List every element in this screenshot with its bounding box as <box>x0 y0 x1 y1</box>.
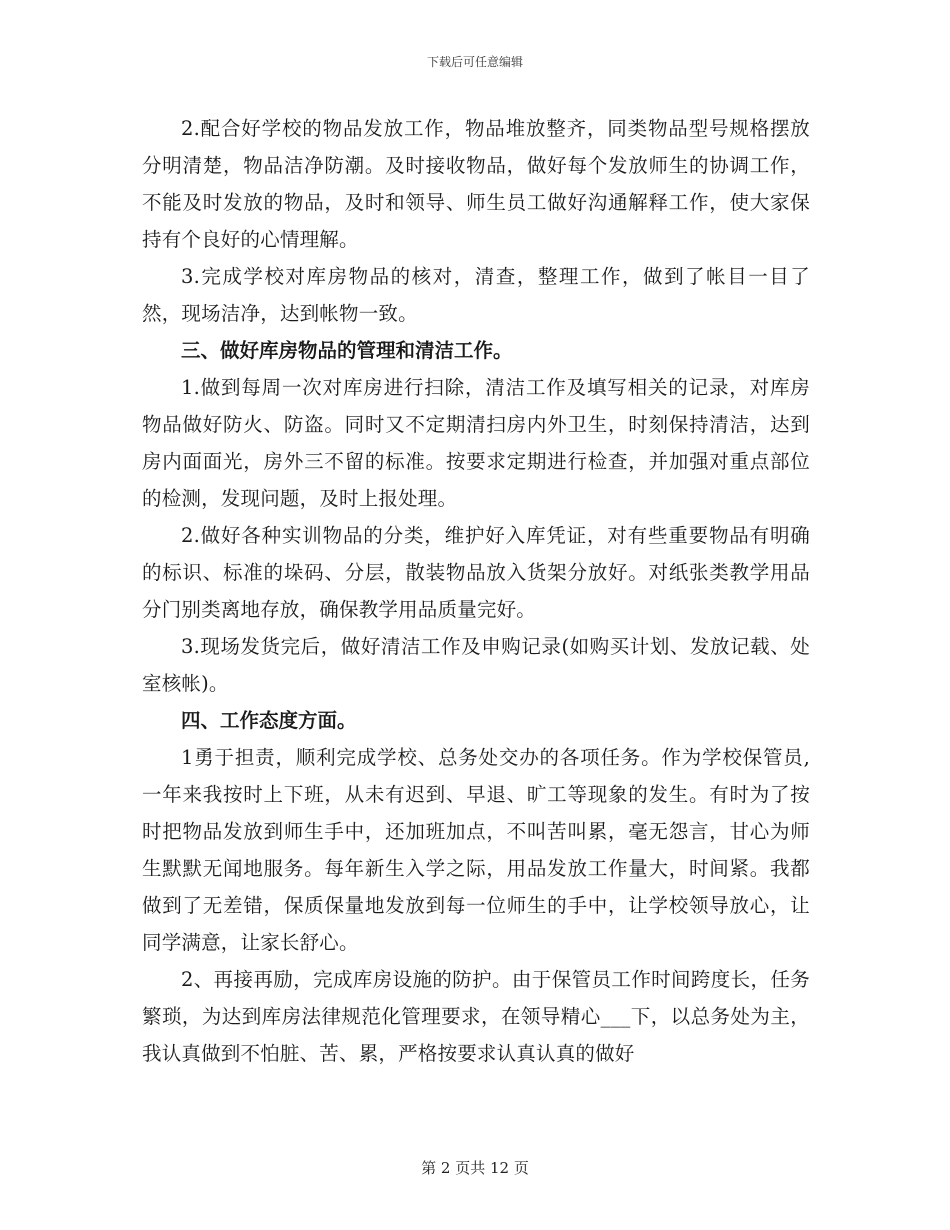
paragraph-inventory-check: 3.完成学校对库房物品的核对，清查，整理工作，做到了帐目一目了然，现场洁净，达到帐物一致。 <box>142 265 810 325</box>
paragraph-classification: 2.做好各种实训物品的分类，维护好入库凭证，对有些重要物品有明确的标识、标准的垛码、分层，散装物品放入货架分放好。对纸张类教学用品分门别类离地存放，确保教学用品质量完好。 <box>142 524 810 621</box>
document-body <box>142 110 810 1072</box>
section-heading-3: 三、做好库房物品的管理和清洁工作。 <box>181 339 513 362</box>
page-number: 第 2 页共 12 页 <box>421 1159 529 1177</box>
paragraph-weekly-cleaning: 1.做到每周一次对库房进行扫除，清洁工作及填写相关的记录，对库房物品做好防火、防盗。同时又不定期清扫房内外卫生，时刻保持清洁，达到房内面面光，房外三不留的标准。按要求定期进行检查，并加强对重点部位的检测，发现问题，及时上报处理。 <box>142 376 810 510</box>
page-header: 下载后可任意编辑 <box>426 55 523 69</box>
section-heading-4: 四、工作态度方面。 <box>181 709 357 732</box>
paragraph-facility-protection: 2、再接再励，完成库房设施的防护。由于保管员工作时间跨度长，任务繁琐，为达到库房法律规范化管理要求，在领导精心___下，以总务处为主，我认真做到不怕脏、苦、累，严格按要求认真认真的做好 <box>142 968 810 1065</box>
paragraph-distribution: 2.配合好学校的物品发放工作，物品堆放整齐，同类物品型号规格摆放分明清楚，物品洁净防潮。及时接收物品，做好每个发放师生的协调工作，不能及时发放的物品，及时和领导、师生员工做好沟通解释工作，使大家保持有个良好的心情理解。 <box>142 117 810 251</box>
paragraph-responsibility: 1勇于担责，顺利完成学校、总务处交办的各项任务。作为学校保管员,一年来我按时上下班，从未有迟到、早退、旷工等现象的发生。有时为了按时把物品发放到师生手中，还加班加点，不叫苦叫累，毫无怨言，甘心为师生默默无闻地服务。每年新生入学之际，用品发放工作量大，时间紧。我都做到了无差错，保质保量地发放到每一位师生的手中，让学校领导放心，让同学满意，让家长舒心。 <box>142 746 810 954</box>
paragraph-delivery-records: 3.现场发货完后，做好清洁工作及申购记录(如购买计划、发放记载、处室核帐)。 <box>142 635 810 695</box>
